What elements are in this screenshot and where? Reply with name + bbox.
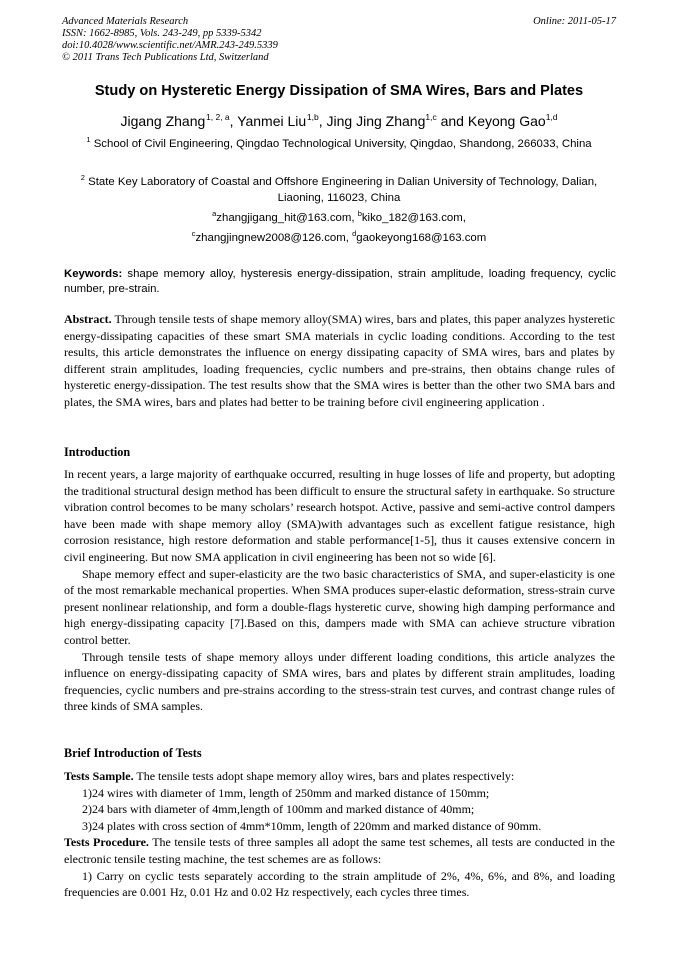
section-heading-tests: Brief Introduction of Tests — [64, 746, 202, 760]
email-link[interactable]: gaokeyong168@163.com — [356, 232, 487, 244]
author-sup: 1,c — [425, 112, 437, 122]
paragraph: 1) Carry on cyclic tests separately according to the strain amplitude of 2%, 4%, 6%, and 8%, and loading frequencies are 0.001 Hz, 0.01 Hz and 0.02 Hz respectively, each cycles three times. — [64, 868, 615, 900]
affiliation-text: State Key Laboratory of Coastal and Offshore Engineering in Dalian University of Technology, Dalian, Liaoning, 116023, China — [88, 176, 598, 204]
email-sup: c — [191, 229, 196, 238]
affiliation-1 — [70, 136, 608, 152]
email-link[interactable]: zhangjigang_hit@163.com, — [216, 212, 358, 224]
list-item: 1)24 wires with diameter of 1mm, length of 250mm and marked distance of 150mm; — [82, 785, 490, 800]
affiliation-num: 1 — [86, 135, 91, 144]
author-name: Jigang Zhang — [120, 113, 206, 129]
abstract-label: Abstract. — [64, 312, 112, 326]
paragraph: In recent years, a large majority of earthquake occurred, resulting in huge losses of life and property, but adopting the traditional structural design method has been difficult to ensure the structural safety in earthquake. So structure vibration control becomes to be many scholars’ research hotspot. Active, passive and semi-active control dampers have been made with shape memory alloy (SMA)with advantages such as excellent fatigue resistance, high corrosion resistance, high restore deformation and stable performance[1-5], thus it causes extensive concern in civil engineering. But now SMA application in civil engineering has been not so wide [6]. — [64, 467, 615, 564]
author-list: Jigang Zhang $^{1, 2, a}$, Yanmei Liu $^{1,b}$, Jing Jing Zhang$^{1,c}$ and Keyong Gao$^{1,d}$ — [120, 112, 558, 129]
paragraph: Through tensile tests of shape memory alloys under different loading conditions, this article analyzes the influence on energy-dissipating capacity of SMA wires, bars and plates by different strain amplitudes, loading frequencies, cyclic numbers and pre-strains according to the stress-strain test curves, and contrast change rules of three kinds of SMA samples. — [64, 649, 615, 714]
keywords-label: Keywords: — [64, 268, 123, 280]
abstract-text: Through tensile tests of shape memory alloy(SMA) wires, bars and plates, this paper analyzes hysteretic energy-dissipating capacities of these smart SMA materials in cyclic loading conditions. According to the test results, this article demonstrates the influence on energy dissipating capacity of SMA wires, bars and plates by different strain amplitudes, loading frequencies, cyclic numbers and pre-strains, then obtains change rules of hysteretic energy-dissipation. The test results show that the SMA wires is better than the other two SMA bars and plates, the SMA wires, bars and plates had better to be training before civil engineering application . — [64, 312, 615, 409]
doi-line: doi:10.4028/www.scientific.net/AMR.243-249.5339 — [62, 40, 278, 51]
email-link[interactable]: kiko_182@163.com, — [361, 212, 466, 224]
tests-procedure-label: Tests Procedure. — [64, 835, 149, 850]
author-name: Jing Jing Zhang — [326, 113, 426, 129]
email-link[interactable]: zhangjingnew2008@126.com, — [195, 232, 353, 244]
list-item: 3)24 plates with cross section of 4mm*10mm, length of 220mm and marked distance of 90mm. — [82, 818, 542, 833]
email-sup: d — [352, 229, 357, 238]
affiliation-num: 2 — [80, 173, 85, 182]
issn-line: ISSN: 1662-8985, Vols. 243-249, pp 5339-5342 — [62, 28, 262, 39]
email-sup: b — [357, 209, 362, 218]
author-name: Yanmei Liu — [237, 113, 307, 129]
section-heading-introduction: Introduction — [64, 445, 131, 459]
author-sup: 1,d — [545, 112, 558, 122]
tests-sample-label: Tests Sample. — [64, 769, 134, 783]
tests-sample-text: The tensile tests adopt shape memory alloy wires, bars and plates respectively: — [133, 769, 515, 783]
email-list — [40, 208, 638, 248]
author-sup: 1,b — [306, 112, 319, 122]
email-sup: a — [212, 209, 217, 218]
keywords-text: shape memory alloy, hysteresis energy-dissipation, strain amplitude, loading frequency, cyclic number, pre-strain. — [64, 268, 616, 295]
affiliation-text: School of Civil Engineering, Qingdao Technological University, Qingdao, Shandong, 266033, China — [93, 138, 592, 150]
abstract — [64, 311, 615, 411]
affiliation-2 — [70, 174, 608, 206]
journal-name: Advanced Materials Research — [62, 16, 189, 27]
copyright-line: © 2011 Trans Tech Publications Ltd, Switzerland — [62, 52, 269, 63]
paper-title: Study on Hysteretic Energy Dissipation of SMA Wires, Bars and Plates — [94, 83, 584, 99]
author-sup: 1, 2, a — [206, 112, 230, 122]
tests-section — [64, 768, 615, 901]
online-date: Online: 2011-05-17 — [533, 16, 616, 27]
journal-header — [62, 16, 482, 64]
tests-procedure-text: The tensile tests of three samples all adopt the same test schemes, all tests are conducted in the electronic tensile testing machine, the test schemes are as follows: — [64, 835, 615, 866]
list-item: 2)24 bars with diameter of 4mm,length of 100mm and marked distance of 40mm; — [82, 802, 475, 817]
paragraph: Shape memory effect and super-elasticity are the two basic characteristics of SMA, and super-elasticity is one of the most remarkable mechanical properties. When SMA produces super-elastic deformation, stress-strain curve present nonlinear relationship, and form a double-flags hysteretic curve, showing high damping performance and high energy-dissipating capacity [7].Based on this, dampers made with SMA can achieve structure vibration control better. — [64, 566, 615, 647]
introduction-section — [64, 466, 615, 715]
keywords — [64, 267, 616, 296]
author-name: Keyong Gao — [467, 113, 546, 129]
